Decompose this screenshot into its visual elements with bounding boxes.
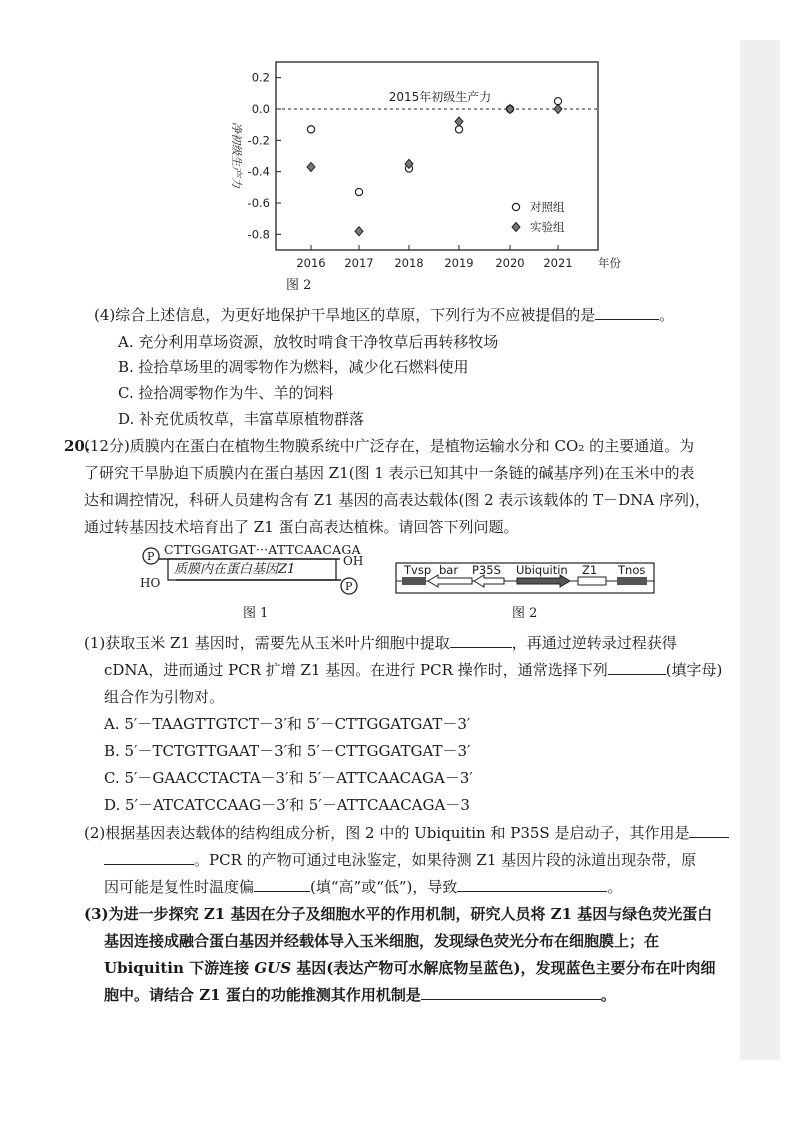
p3-line-4-text: 胞中。请结合 Z1 蛋白的功能推测其作用机制是 (104, 986, 421, 1004)
p2-line-3-end: 。 (607, 878, 623, 896)
gene-sequence: CTTGGATGAT···ATTCAACAGA (164, 542, 361, 557)
p1-line-1 (84, 633, 677, 653)
p1-option-d: D. 5′－ATCATCCAAG－3′和 5′－ATTCAACAGA－3 (104, 796, 470, 814)
x-tick-label: 2018 (394, 256, 424, 270)
q4-answer-blank[interactable] (595, 305, 659, 320)
x-axis-label: 年份 (598, 256, 621, 270)
legend-label-experiment: 实验组 (530, 220, 565, 234)
experiment-point-2021 (554, 105, 562, 114)
y-axis-label: 净初级生产力 (230, 122, 243, 188)
legend-marker-control (512, 203, 519, 210)
p3-line-1: (3)为进一步探究 Z1 基因在分子及细胞水平的作用机制，研究人员将 Z1 基因与绿色荧光蛋白 (84, 905, 713, 923)
figure-2-tdna-caption: 图 2 (512, 606, 538, 621)
q20-line-2: 了研究干旱胁迫下质膜内在蛋白基因 Z1(图 1 表示已知其中一条链的碱基序列)在玉米中的表 (84, 464, 695, 482)
legend-marker-experiment (512, 223, 520, 232)
figure-2-caption: 图 2 (286, 278, 312, 293)
p1-line-1-text-b: ，再通过逆转录过程获得 (511, 634, 677, 652)
p2-line-2 (104, 850, 696, 870)
control-point-2016 (307, 126, 314, 133)
tnos-label: Tnos (618, 563, 646, 577)
p3-line-4 (104, 985, 616, 1005)
y-tick-label: -0.4 (247, 164, 270, 179)
p1-line-2 (104, 660, 722, 680)
p1-option-a: A. 5′－TAAGTTGTCT－3′和 5′－CTTGGATGAT－3′ (104, 715, 471, 733)
p3-blank[interactable] (421, 985, 601, 1000)
bar-label: bar (439, 563, 459, 577)
p1-line-2-text: cDNA，进而通过 PCR 扩增 Z1 基因。在进行 PCR 操作时，通常选择下列 (104, 661, 608, 679)
x-tick-label: 2017 (344, 256, 374, 270)
p2-blank-1b[interactable] (104, 850, 194, 865)
p2-blank-3[interactable] (457, 877, 607, 892)
p3-line-2: 基因连接成融合蛋白基因并经载体导入玉米细胞，发现绿色荧光分布在细胞膜上；在 (104, 932, 660, 950)
p1-blank-2[interactable] (608, 660, 666, 675)
p2-line-3-text: 因可能是复性时温度偏 (104, 878, 255, 896)
q4-option-b: B. 捡拾草场里的凋零物作为燃料，减少化石燃料使用 (118, 358, 469, 376)
p2-blank-1a[interactable] (689, 823, 729, 838)
control-point-2019 (455, 126, 462, 133)
z1-label: Z1 (582, 563, 598, 577)
p2-blank-2[interactable] (254, 877, 310, 892)
x-tick-label: 2021 (543, 256, 573, 270)
p2-line-3 (104, 877, 622, 897)
figure-1-gene-diagram (140, 542, 370, 602)
ho-end-label: HO (140, 576, 161, 590)
q4-stem-text: (4)综合上述信息，为更好地保护干旱地区的草原，下列行为不应被提倡的是 (94, 306, 596, 324)
q4-option-a: A. 充分利用草场资源，放牧时啃食干净牧草后再转移牧场 (118, 333, 499, 351)
p3-gus-gene: GUS (254, 959, 292, 977)
y-tick-label: -0.8 (247, 227, 270, 242)
control-point-2021 (554, 98, 561, 105)
y-tick-label: -0.6 (247, 196, 270, 210)
y-tick-label: 0.0 (251, 102, 270, 116)
p3-line-4-end: 。 (600, 986, 616, 1004)
p1-blank-1[interactable] (450, 633, 512, 648)
oh-end-label: OH (343, 554, 364, 568)
gene-label: 质膜内在蛋白基因Z1 (174, 562, 296, 577)
chart-title: 2015年初级生产力 (388, 90, 492, 104)
p1-line-3: 组合作为引物对。 (104, 688, 225, 706)
legend-label-control: 对照组 (530, 200, 565, 214)
x-tick-label: 2020 (495, 256, 525, 270)
p1-option-b: B. 5′－TCTGTTGAAT－3′和 5′－CTTGGATGAT－3′ (104, 742, 471, 760)
npp-scatter-chart (0, 0, 800, 300)
x-tick-label: 2016 (296, 256, 326, 270)
ubiquitin-label: Ubiquitin (516, 563, 568, 577)
p2-line-3-text-b: (填“高”或“低”)，导致 (310, 878, 458, 896)
y-tick-label: 0.2 (251, 70, 270, 85)
q20-line-1: (12分)质膜内在蛋白在植物生物膜系统中广泛存在，是植物运输水分和 CO₂ 的主要通道。为 (84, 437, 695, 455)
x-tick-label: 2019 (444, 256, 474, 270)
figure-1-caption: 图 1 (243, 606, 269, 621)
figure-2-tdna-diagram (392, 555, 662, 603)
experiment-point-2019 (455, 117, 463, 126)
q20-number: 20. (64, 437, 91, 455)
p1-line-2-text-b: (填字母) (665, 661, 723, 679)
q20-line-4: 通过转基因技术培育出了 Z1 蛋白高表达植株。请回答下列问题。 (84, 518, 519, 536)
p2-line-2-text: 。PCR 的产物可通过电泳鉴定，如果待测 Z1 基因片段的泳道出现杂带，原 (194, 851, 697, 869)
q4-stem (94, 305, 674, 325)
p3-line-3 (104, 958, 716, 978)
p35s-label: P35S (472, 563, 501, 577)
phosphate-right-label: P (345, 580, 353, 593)
y-tick-label: -0.2 (247, 133, 270, 148)
p3-line-3-text-b: 基因(表达产物可水解底物呈蓝色)，发现蓝色主要分布在叶肉细 (291, 959, 716, 977)
p2-line-1-text: (2)根据基因表达载体的结构组成分析，图 2 中的 Ubiquitin 和 P35S 是启动子，其作用是 (84, 824, 690, 842)
p1-option-c: C. 5′－GAACCTACTA－3′和 5′－ATTCAACAGA－3′ (104, 769, 473, 787)
tvsp-label: Tvsp (404, 563, 432, 577)
q4-option-c: C. 捡拾凋零物作为牛、羊的饲料 (118, 384, 334, 402)
q20-line-3: 达和调控情况，科研人员建构含有 Z1 基因的高表达载体(图 2 表示该载体的 T－DNA 序列)， (84, 491, 710, 509)
control-point-2017 (355, 188, 362, 195)
p2-line-1 (84, 823, 729, 843)
p1-line-1-text: (1)获取玉米 Z1 基因时，需要先从玉米叶片细胞中提取 (84, 634, 450, 652)
q4-option-d: D. 补充优质牧草，丰富草原植物群落 (118, 410, 365, 428)
experiment-point-2017 (355, 227, 363, 236)
p3-line-3-text-a: Ubiquitin 下游连接 (104, 959, 255, 977)
experiment-point-2020 (506, 105, 514, 114)
experiment-point-2016 (307, 162, 315, 171)
q4-stem-end: 。 (659, 306, 675, 324)
phosphate-left-label: P (147, 550, 155, 563)
